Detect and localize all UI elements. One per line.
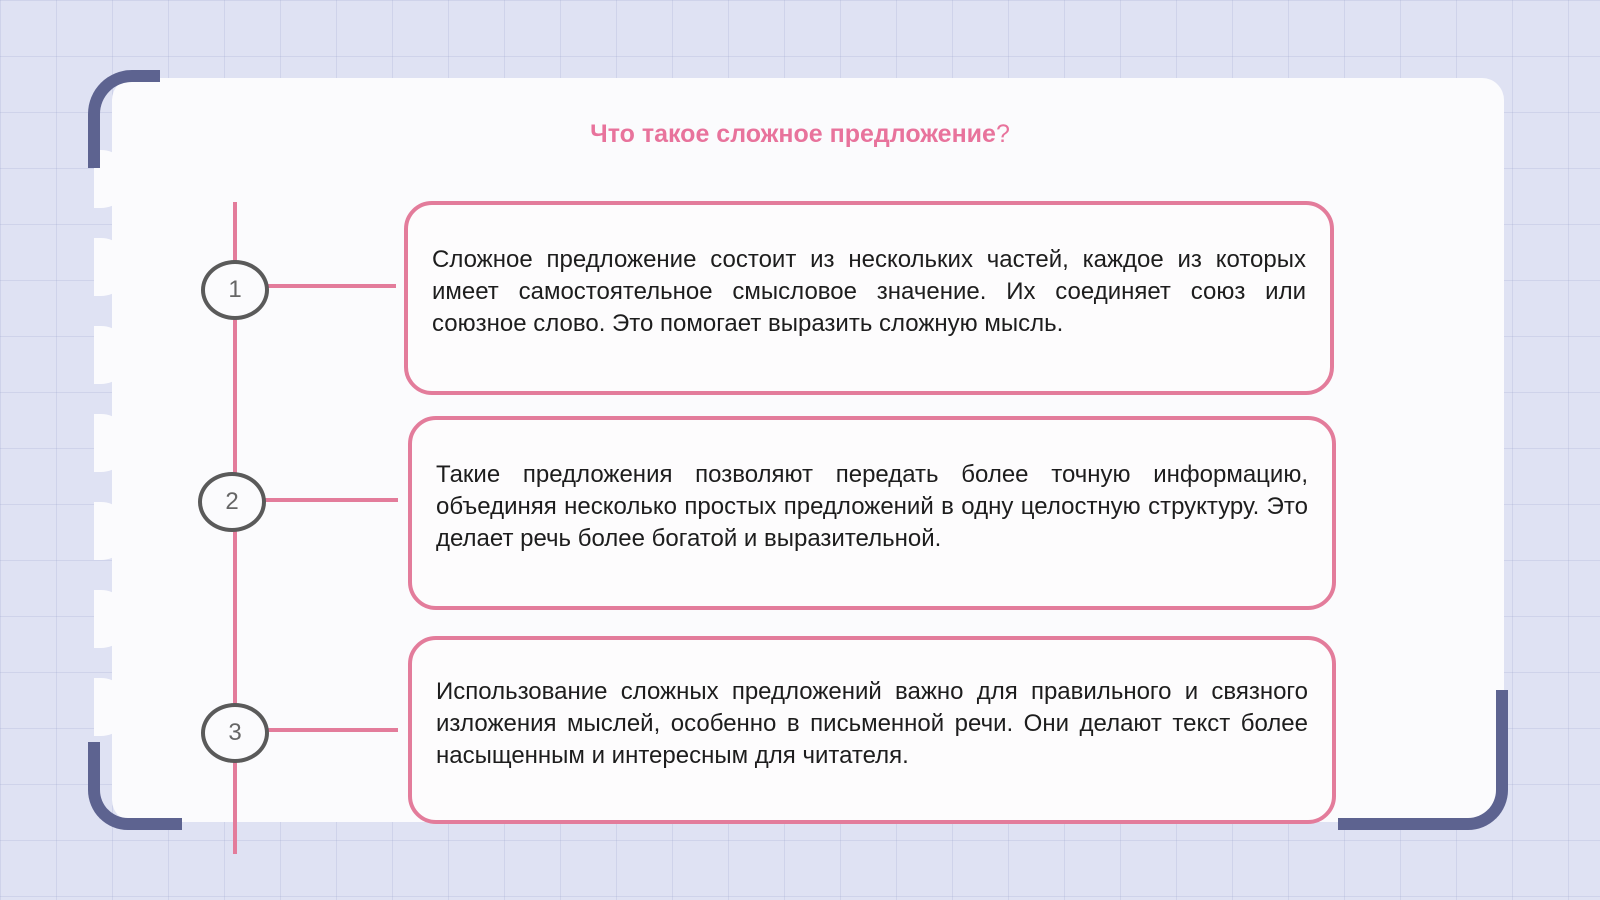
step-number-circle [198,472,266,532]
timeline-connector [268,284,396,288]
frame-corner-bottom-right [1338,690,1508,830]
timeline-connector [264,498,398,502]
info-card [408,416,1336,610]
info-card [408,636,1336,824]
title-text: Что такое сложное предложение [590,120,996,148]
info-card-text: Использование сложных предложений важно для правильного и связного изложения мыслей, особенно в письменной речи. Они делают текст более насыщенным и интересным для читателя. [436,678,1308,769]
timeline-connector [266,728,398,732]
step-number-circle [201,260,269,320]
step-number: 2 [225,488,239,515]
step-number-circle [201,703,269,763]
info-card-text: Такие предложения позволяют передать более точную информацию, объединяя несколько простых предложений в одну целостную структуру. Это делает речь более богатой и выразительной. [436,461,1308,552]
frame-corner-top-left [88,70,160,168]
title-question-mark: ? [995,120,1010,148]
slide-title [0,120,1600,149]
frame-corner-bottom-left [88,742,182,830]
info-card [404,201,1334,395]
step-number: 1 [228,276,242,303]
info-card-text: Сложное предложение состоит из нескольких частей, каждое из которых имеет самостоятельное смысловое значение. Их соединяет союз или союзное слово. Это помогает выразить сложную мысль. [432,246,1306,337]
step-number: 3 [228,719,242,746]
